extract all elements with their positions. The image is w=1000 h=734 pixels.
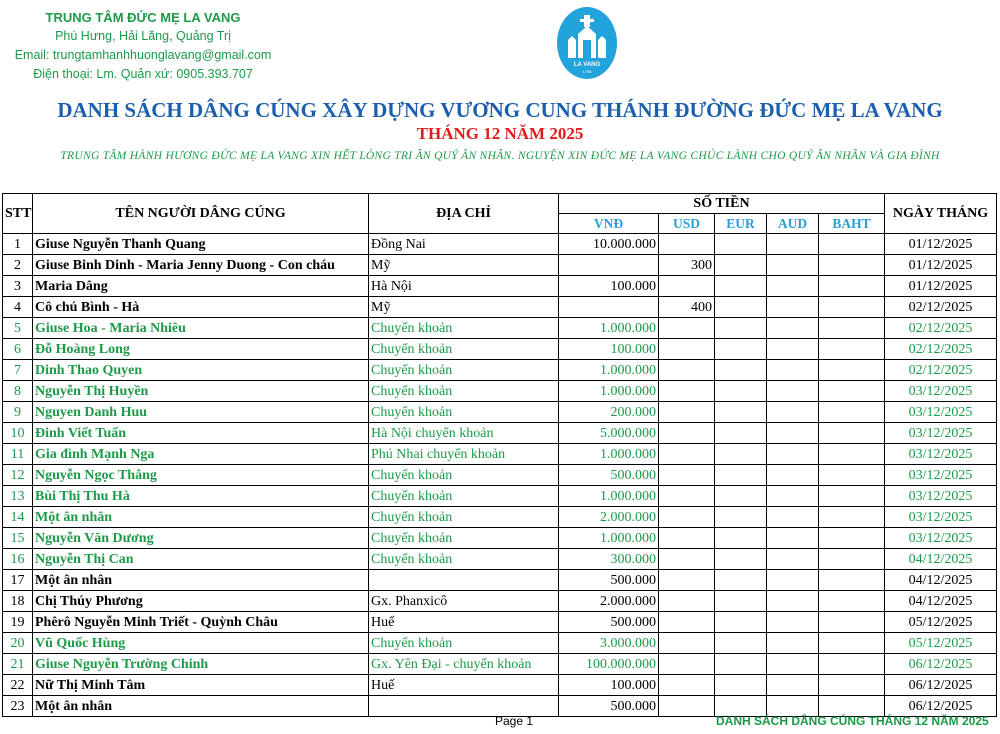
- cell-usd: 300: [659, 255, 715, 276]
- table-row: [3, 444, 997, 465]
- cell-vnd: [559, 255, 659, 276]
- col-header-baht: BAHT: [819, 214, 885, 234]
- table-row: [3, 591, 997, 612]
- cell-eur: [715, 570, 767, 591]
- cell-address: Chuyển khoản: [369, 507, 559, 528]
- cell-aud: [767, 654, 819, 675]
- cell-aud: [767, 528, 819, 549]
- cell-usd: [659, 696, 715, 717]
- cell-date: 02/12/2025: [885, 318, 997, 339]
- cell-address: Hà Nội: [369, 276, 559, 297]
- cell-address: Chuyển khoản: [369, 360, 559, 381]
- cell-vnd: 1.000.000: [559, 528, 659, 549]
- cell-aud: [767, 360, 819, 381]
- cell-stt: 21: [3, 654, 33, 675]
- cell-aud: [767, 339, 819, 360]
- cell-vnd: 500.000: [559, 465, 659, 486]
- cell-stt: 22: [3, 675, 33, 696]
- cell-date: 02/12/2025: [885, 297, 997, 318]
- cell-address: Chuyển khoản: [369, 465, 559, 486]
- cell-aud: [767, 297, 819, 318]
- table-row: [3, 633, 997, 654]
- col-header-name: TÊN NGƯỜI DÂNG CÚNG: [33, 194, 369, 234]
- table-row: [3, 570, 997, 591]
- table-row: [3, 654, 997, 675]
- cell-date: 01/12/2025: [885, 255, 997, 276]
- cell-stt: 19: [3, 612, 33, 633]
- footer-title: DANH SÁCH DÂNG CÚNG THÁNG 12 NĂM 2025: [716, 714, 989, 728]
- logo-text: LA VANG: [573, 62, 601, 68]
- cell-stt: 12: [3, 465, 33, 486]
- cell-baht: [819, 612, 885, 633]
- cell-date: 03/12/2025: [885, 507, 997, 528]
- cell-usd: [659, 675, 715, 696]
- cell-date: 04/12/2025: [885, 591, 997, 612]
- cell-baht: [819, 276, 885, 297]
- cell-baht: [819, 234, 885, 255]
- cell-usd: 400: [659, 297, 715, 318]
- cell-name: Nguyễn Ngọc Thắng: [33, 465, 369, 486]
- cell-stt: 1: [3, 234, 33, 255]
- cell-baht: [819, 318, 885, 339]
- cell-baht: [819, 423, 885, 444]
- table-row: [3, 381, 997, 402]
- cell-eur: [715, 339, 767, 360]
- cell-aud: [767, 444, 819, 465]
- cell-stt: 10: [3, 423, 33, 444]
- cell-baht: [819, 255, 885, 276]
- cell-date: 02/12/2025: [885, 360, 997, 381]
- table-row: [3, 360, 997, 381]
- cell-address: Gx. Phanxicô: [369, 591, 559, 612]
- cell-eur: [715, 549, 767, 570]
- cell-aud: [767, 633, 819, 654]
- cell-baht: [819, 486, 885, 507]
- cell-aud: [767, 276, 819, 297]
- cell-vnd: 3.000.000: [559, 633, 659, 654]
- cell-vnd: 100.000: [559, 675, 659, 696]
- cell-baht: [819, 402, 885, 423]
- cell-aud: [767, 234, 819, 255]
- cell-aud: [767, 570, 819, 591]
- cell-usd: [659, 444, 715, 465]
- cell-baht: [819, 360, 885, 381]
- cell-name: Vũ Quốc Hùng: [33, 633, 369, 654]
- table-row: [3, 339, 997, 360]
- cell-address: Chuyển khoản: [369, 633, 559, 654]
- cell-stt: 15: [3, 528, 33, 549]
- cell-baht: [819, 654, 885, 675]
- cell-date: 03/12/2025: [885, 444, 997, 465]
- cell-vnd: [559, 297, 659, 318]
- cell-eur: [715, 507, 767, 528]
- cell-date: 03/12/2025: [885, 486, 997, 507]
- organization-address: Phú Hưng, Hải Lăng, Quảng Trị: [55, 29, 231, 43]
- col-header-aud: AUD: [767, 214, 819, 234]
- cell-eur: [715, 423, 767, 444]
- table-row: [3, 486, 997, 507]
- cell-vnd: 2.000.000: [559, 591, 659, 612]
- cell-vnd: 500.000: [559, 612, 659, 633]
- la-vang-logo-icon: [556, 6, 618, 80]
- cell-name: Dinh Thao Quyen: [33, 360, 369, 381]
- cell-eur: [715, 444, 767, 465]
- cell-date: 03/12/2025: [885, 402, 997, 423]
- cell-usd: [659, 633, 715, 654]
- cell-vnd: 500.000: [559, 696, 659, 717]
- cell-eur: [715, 234, 767, 255]
- cell-stt: 16: [3, 549, 33, 570]
- cell-usd: [659, 465, 715, 486]
- cell-name: Gia đình Mạnh Nga: [33, 444, 369, 465]
- logo-year: 1798: [582, 69, 592, 74]
- cell-name: Giuse Nguyễn Trường Chinh: [33, 654, 369, 675]
- cell-eur: [715, 297, 767, 318]
- cell-aud: [767, 612, 819, 633]
- cell-vnd: 1.000.000: [559, 318, 659, 339]
- cell-vnd: 1.000.000: [559, 444, 659, 465]
- cell-date: 03/12/2025: [885, 465, 997, 486]
- cell-stt: 20: [3, 633, 33, 654]
- cell-usd: [659, 234, 715, 255]
- cell-address: Chuyển khoản: [369, 339, 559, 360]
- cell-aud: [767, 549, 819, 570]
- cell-eur: [715, 675, 767, 696]
- cell-usd: [659, 339, 715, 360]
- col-header-stt: STT: [3, 194, 33, 234]
- table-row: [3, 549, 997, 570]
- cell-stt: 14: [3, 507, 33, 528]
- table-row: [3, 507, 997, 528]
- col-header-amount: SỐ TIỀN: [559, 194, 885, 214]
- table-row: [3, 234, 997, 255]
- cell-vnd: 5.000.000: [559, 423, 659, 444]
- cell-usd: [659, 549, 715, 570]
- cell-eur: [715, 465, 767, 486]
- cell-date: 02/12/2025: [885, 339, 997, 360]
- cell-date: 03/12/2025: [885, 528, 997, 549]
- cell-address: [369, 570, 559, 591]
- cell-vnd: 200.000: [559, 402, 659, 423]
- col-header-address: ĐỊA CHỈ: [369, 194, 559, 234]
- cell-baht: [819, 570, 885, 591]
- cell-usd: [659, 507, 715, 528]
- organization-header: [8, 8, 278, 84]
- cell-stt: 23: [3, 696, 33, 717]
- table-row: [3, 255, 997, 276]
- cell-aud: [767, 402, 819, 423]
- cell-stt: 17: [3, 570, 33, 591]
- cell-baht: [819, 444, 885, 465]
- cell-baht: [819, 339, 885, 360]
- cell-aud: [767, 255, 819, 276]
- cell-name: Nguyễn Văn Dương: [33, 528, 369, 549]
- table-row: [3, 528, 997, 549]
- cell-stt: 9: [3, 402, 33, 423]
- cell-vnd: 2.000.000: [559, 507, 659, 528]
- cell-aud: [767, 507, 819, 528]
- cell-aud: [767, 675, 819, 696]
- page-subtitle-month: THÁNG 12 NĂM 2025: [416, 124, 584, 143]
- thanks-message: TRUNG TÂM HÀNH HƯƠNG ĐỨC MẸ LA VANG XIN HẾT LÒNG TRI ÂN QUÝ ÂN NHÂN. NGUYỆN XIN ĐỨC MẸ LA VANG CHÚC LÀNH CHO QUÝ ÂN NHÂN VÀ GIA ĐÌNH: [60, 150, 940, 162]
- cell-eur: [715, 528, 767, 549]
- cell-baht: [819, 465, 885, 486]
- cell-name: Bùi Thị Thu Hà: [33, 486, 369, 507]
- cell-vnd: 300.000: [559, 549, 659, 570]
- cell-usd: [659, 570, 715, 591]
- cell-address: Mỹ: [369, 255, 559, 276]
- table-row: [3, 402, 997, 423]
- cell-eur: [715, 276, 767, 297]
- cell-address: Chuyển khoản: [369, 318, 559, 339]
- cell-baht: [819, 297, 885, 318]
- cell-address: Chuyển khoản: [369, 549, 559, 570]
- cell-usd: [659, 402, 715, 423]
- cell-name: Nguyễn Thị Can: [33, 549, 369, 570]
- cell-name: Một ân nhân: [33, 570, 369, 591]
- cell-eur: [715, 591, 767, 612]
- cell-address: Mỹ: [369, 297, 559, 318]
- cell-baht: [819, 591, 885, 612]
- cell-name: Maria Dâng: [33, 276, 369, 297]
- cell-vnd: 100.000.000: [559, 654, 659, 675]
- cell-address: Hà Nội chuyển khoản: [369, 423, 559, 444]
- cell-usd: [659, 528, 715, 549]
- cell-eur: [715, 402, 767, 423]
- cell-stt: 11: [3, 444, 33, 465]
- cell-eur: [715, 633, 767, 654]
- cell-name: Đỗ Hoàng Long: [33, 339, 369, 360]
- cell-baht: [819, 675, 885, 696]
- organization-name: TRUNG TÂM ĐỨC MẸ LA VANG: [45, 10, 241, 25]
- cell-date: 06/12/2025: [885, 654, 997, 675]
- table-row: [3, 318, 997, 339]
- cell-name: Giuse Nguyễn Thanh Quang: [33, 234, 369, 255]
- cell-aud: [767, 486, 819, 507]
- cell-usd: [659, 612, 715, 633]
- col-header-usd: USD: [659, 214, 715, 234]
- cell-address: Gx. Yên Đại - chuyển khoản: [369, 654, 559, 675]
- cell-aud: [767, 465, 819, 486]
- table-row: [3, 297, 997, 318]
- col-header-vnd: VNĐ: [559, 214, 659, 234]
- organization-email: Email: trungtamhanhhuonglavang@gmail.com: [14, 48, 272, 62]
- cell-vnd: 100.000: [559, 276, 659, 297]
- cell-address: Huế: [369, 612, 559, 633]
- cell-aud: [767, 591, 819, 612]
- cell-eur: [715, 360, 767, 381]
- cell-usd: [659, 591, 715, 612]
- cell-stt: 5: [3, 318, 33, 339]
- cell-vnd: 1.000.000: [559, 486, 659, 507]
- cell-aud: [767, 318, 819, 339]
- cell-baht: [819, 549, 885, 570]
- cell-name: Nữ Thị Minh Tâm: [33, 675, 369, 696]
- cell-eur: [715, 486, 767, 507]
- cell-vnd: 10.000.000: [559, 234, 659, 255]
- page-title: DANH SÁCH DÂNG CÚNG XÂY DỰNG VƯƠNG CUNG THÁNH ĐƯỜNG ĐỨC MẸ LA VANG: [57, 98, 943, 122]
- cell-name: Một ân nhân: [33, 507, 369, 528]
- cell-eur: [715, 318, 767, 339]
- cell-name: Một ân nhân: [33, 696, 369, 717]
- cell-usd: [659, 486, 715, 507]
- cell-name: Giuse Binh Dinh - Maria Jenny Duong - Con cháu: [33, 255, 369, 276]
- cell-stt: 6: [3, 339, 33, 360]
- cell-stt: 13: [3, 486, 33, 507]
- cell-name: Phêrô Nguyễn Minh Triết - Quỳnh Châu: [33, 612, 369, 633]
- cell-date: 05/12/2025: [885, 612, 997, 633]
- cell-usd: [659, 381, 715, 402]
- cell-date: 04/12/2025: [885, 549, 997, 570]
- cell-date: 03/12/2025: [885, 423, 997, 444]
- cell-address: Huế: [369, 675, 559, 696]
- cell-stt: 8: [3, 381, 33, 402]
- cell-stt: 3: [3, 276, 33, 297]
- cell-vnd: 1.000.000: [559, 360, 659, 381]
- cell-usd: [659, 276, 715, 297]
- col-header-eur: EUR: [715, 214, 767, 234]
- cell-vnd: 500.000: [559, 570, 659, 591]
- cell-name: Nguyen Danh Huu: [33, 402, 369, 423]
- cell-name: Đinh Viết Tuấn: [33, 423, 369, 444]
- table-row: [3, 675, 997, 696]
- cell-usd: [659, 654, 715, 675]
- cell-address: Chuyển khoản: [369, 402, 559, 423]
- cell-name: Cô chú Bình - Hà: [33, 297, 369, 318]
- organization-phone: Điện thoại: Lm. Quản xứ: 0905.393.707: [33, 67, 253, 81]
- cell-address: Đồng Nai: [369, 234, 559, 255]
- col-header-date: NGÀY THÁNG: [885, 194, 997, 234]
- cell-baht: [819, 633, 885, 654]
- cell-date: 04/12/2025: [885, 570, 997, 591]
- cell-date: 01/12/2025: [885, 276, 997, 297]
- cell-stt: 2: [3, 255, 33, 276]
- cell-baht: [819, 381, 885, 402]
- cell-aud: [767, 423, 819, 444]
- cell-name: Nguyễn Thị Huyền: [33, 381, 369, 402]
- cell-address: Chuyển khoản: [369, 381, 559, 402]
- donation-table: [2, 193, 997, 717]
- cell-usd: [659, 360, 715, 381]
- cell-eur: [715, 654, 767, 675]
- cell-aud: [767, 381, 819, 402]
- cell-address: Phú Nhai chuyển khoản: [369, 444, 559, 465]
- cell-eur: [715, 612, 767, 633]
- cell-vnd: 1.000.000: [559, 381, 659, 402]
- cell-stt: 7: [3, 360, 33, 381]
- cell-baht: [819, 507, 885, 528]
- cell-address: Chuyển khoản: [369, 486, 559, 507]
- cell-date: 06/12/2025: [885, 696, 997, 717]
- cell-name: Chị Thúy Phương: [33, 591, 369, 612]
- cell-eur: [715, 381, 767, 402]
- cell-address: Chuyển khoản: [369, 528, 559, 549]
- cell-eur: [715, 255, 767, 276]
- cell-date: 01/12/2025: [885, 234, 997, 255]
- footer-page-number: Page 1: [495, 714, 534, 728]
- cell-stt: 4: [3, 297, 33, 318]
- cell-date: 06/12/2025: [885, 675, 997, 696]
- cell-baht: [819, 528, 885, 549]
- table-row: [3, 276, 997, 297]
- cell-date: 03/12/2025: [885, 381, 997, 402]
- cell-stt: 18: [3, 591, 33, 612]
- table-row: [3, 423, 997, 444]
- cell-date: 05/12/2025: [885, 633, 997, 654]
- cell-usd: [659, 423, 715, 444]
- table-row: [3, 465, 997, 486]
- cell-usd: [659, 318, 715, 339]
- cell-name: Giuse Hoa - Maria Nhiêu: [33, 318, 369, 339]
- table-row: [3, 612, 997, 633]
- cell-vnd: 100.000: [559, 339, 659, 360]
